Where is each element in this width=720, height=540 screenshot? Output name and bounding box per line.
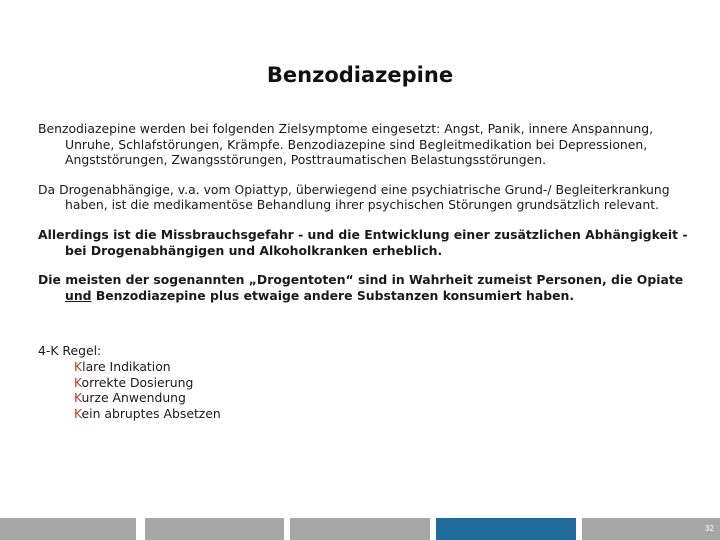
paragraph-zielsymptome: Benzodiazepine werden bei folgenden Zielsymptome eingesetzt: Angst, Panik, innere Anspannung, Unruhe, Schlafstörungen, Krämpfe. Benzodiazepine sind Begleitmedikation bei Depressionen, Angststörungen, Zwangsstörungen, Posttraumatischen Belastungsstörungen.: [38, 121, 654, 168]
page-number: 32: [705, 524, 714, 533]
rule-title: 4-K Regel:: [38, 343, 102, 359]
rule-item-text: urze Anwendung: [81, 390, 186, 406]
rule-item-text: lare Indikation: [82, 358, 171, 374]
drogentote-text-end: Benzodiazepine plus etwaige andere Substanzen konsumiert haben.: [91, 287, 575, 303]
underlined-und: und: [65, 287, 92, 303]
four-k-rule: [38, 343, 693, 421]
footer-segment: [145, 518, 284, 540]
rule-item-text: orrekte Dosierung: [81, 374, 194, 390]
rule-item-initial: K: [74, 358, 83, 374]
paragraph-missbrauchsgefahr: Allerdings ist die Missbrauchsgefahr - und die Entwicklung einer zusätzlichen Abhängigkeit - bei Drogenabhängigen und Alkoholkranken erheblich.: [38, 226, 688, 258]
drogentote-text-start: Die meisten der sogenannten „Drogentoten“ sind in Wahrheit zumeist Personen, die Opiate: [38, 272, 684, 288]
rule-list: [38, 359, 693, 421]
rule-item-initial: K: [74, 405, 82, 421]
paragraph-drogentote: [38, 272, 693, 303]
rule-item-text: ein abruptes Absetzen: [81, 405, 221, 421]
rule-item: [74, 375, 693, 391]
rule-item: [74, 359, 693, 375]
footer-segment: [290, 518, 430, 540]
slide-title: Benzodiazepine: [266, 63, 454, 87]
footer-bar: [0, 518, 720, 540]
rule-item-initial: K: [74, 374, 82, 390]
footer-segment: [0, 518, 136, 540]
rule-item-initial: K: [74, 390, 82, 406]
slide-body: [38, 121, 693, 421]
rule-item: [74, 390, 693, 406]
footer-segment-active: [436, 518, 576, 540]
paragraph-drogenabhaengige: Da Drogenabhängige, v.a. vom Opiattyp, überwiegend eine psychiatrische Grund-/ Begleiterkrankung haben, ist die medikamentöse Behandlung ihrer psychischen Störungen grundsätzlich relevant.: [38, 181, 670, 213]
footer-segment: [582, 518, 720, 540]
rule-item: [74, 406, 693, 422]
